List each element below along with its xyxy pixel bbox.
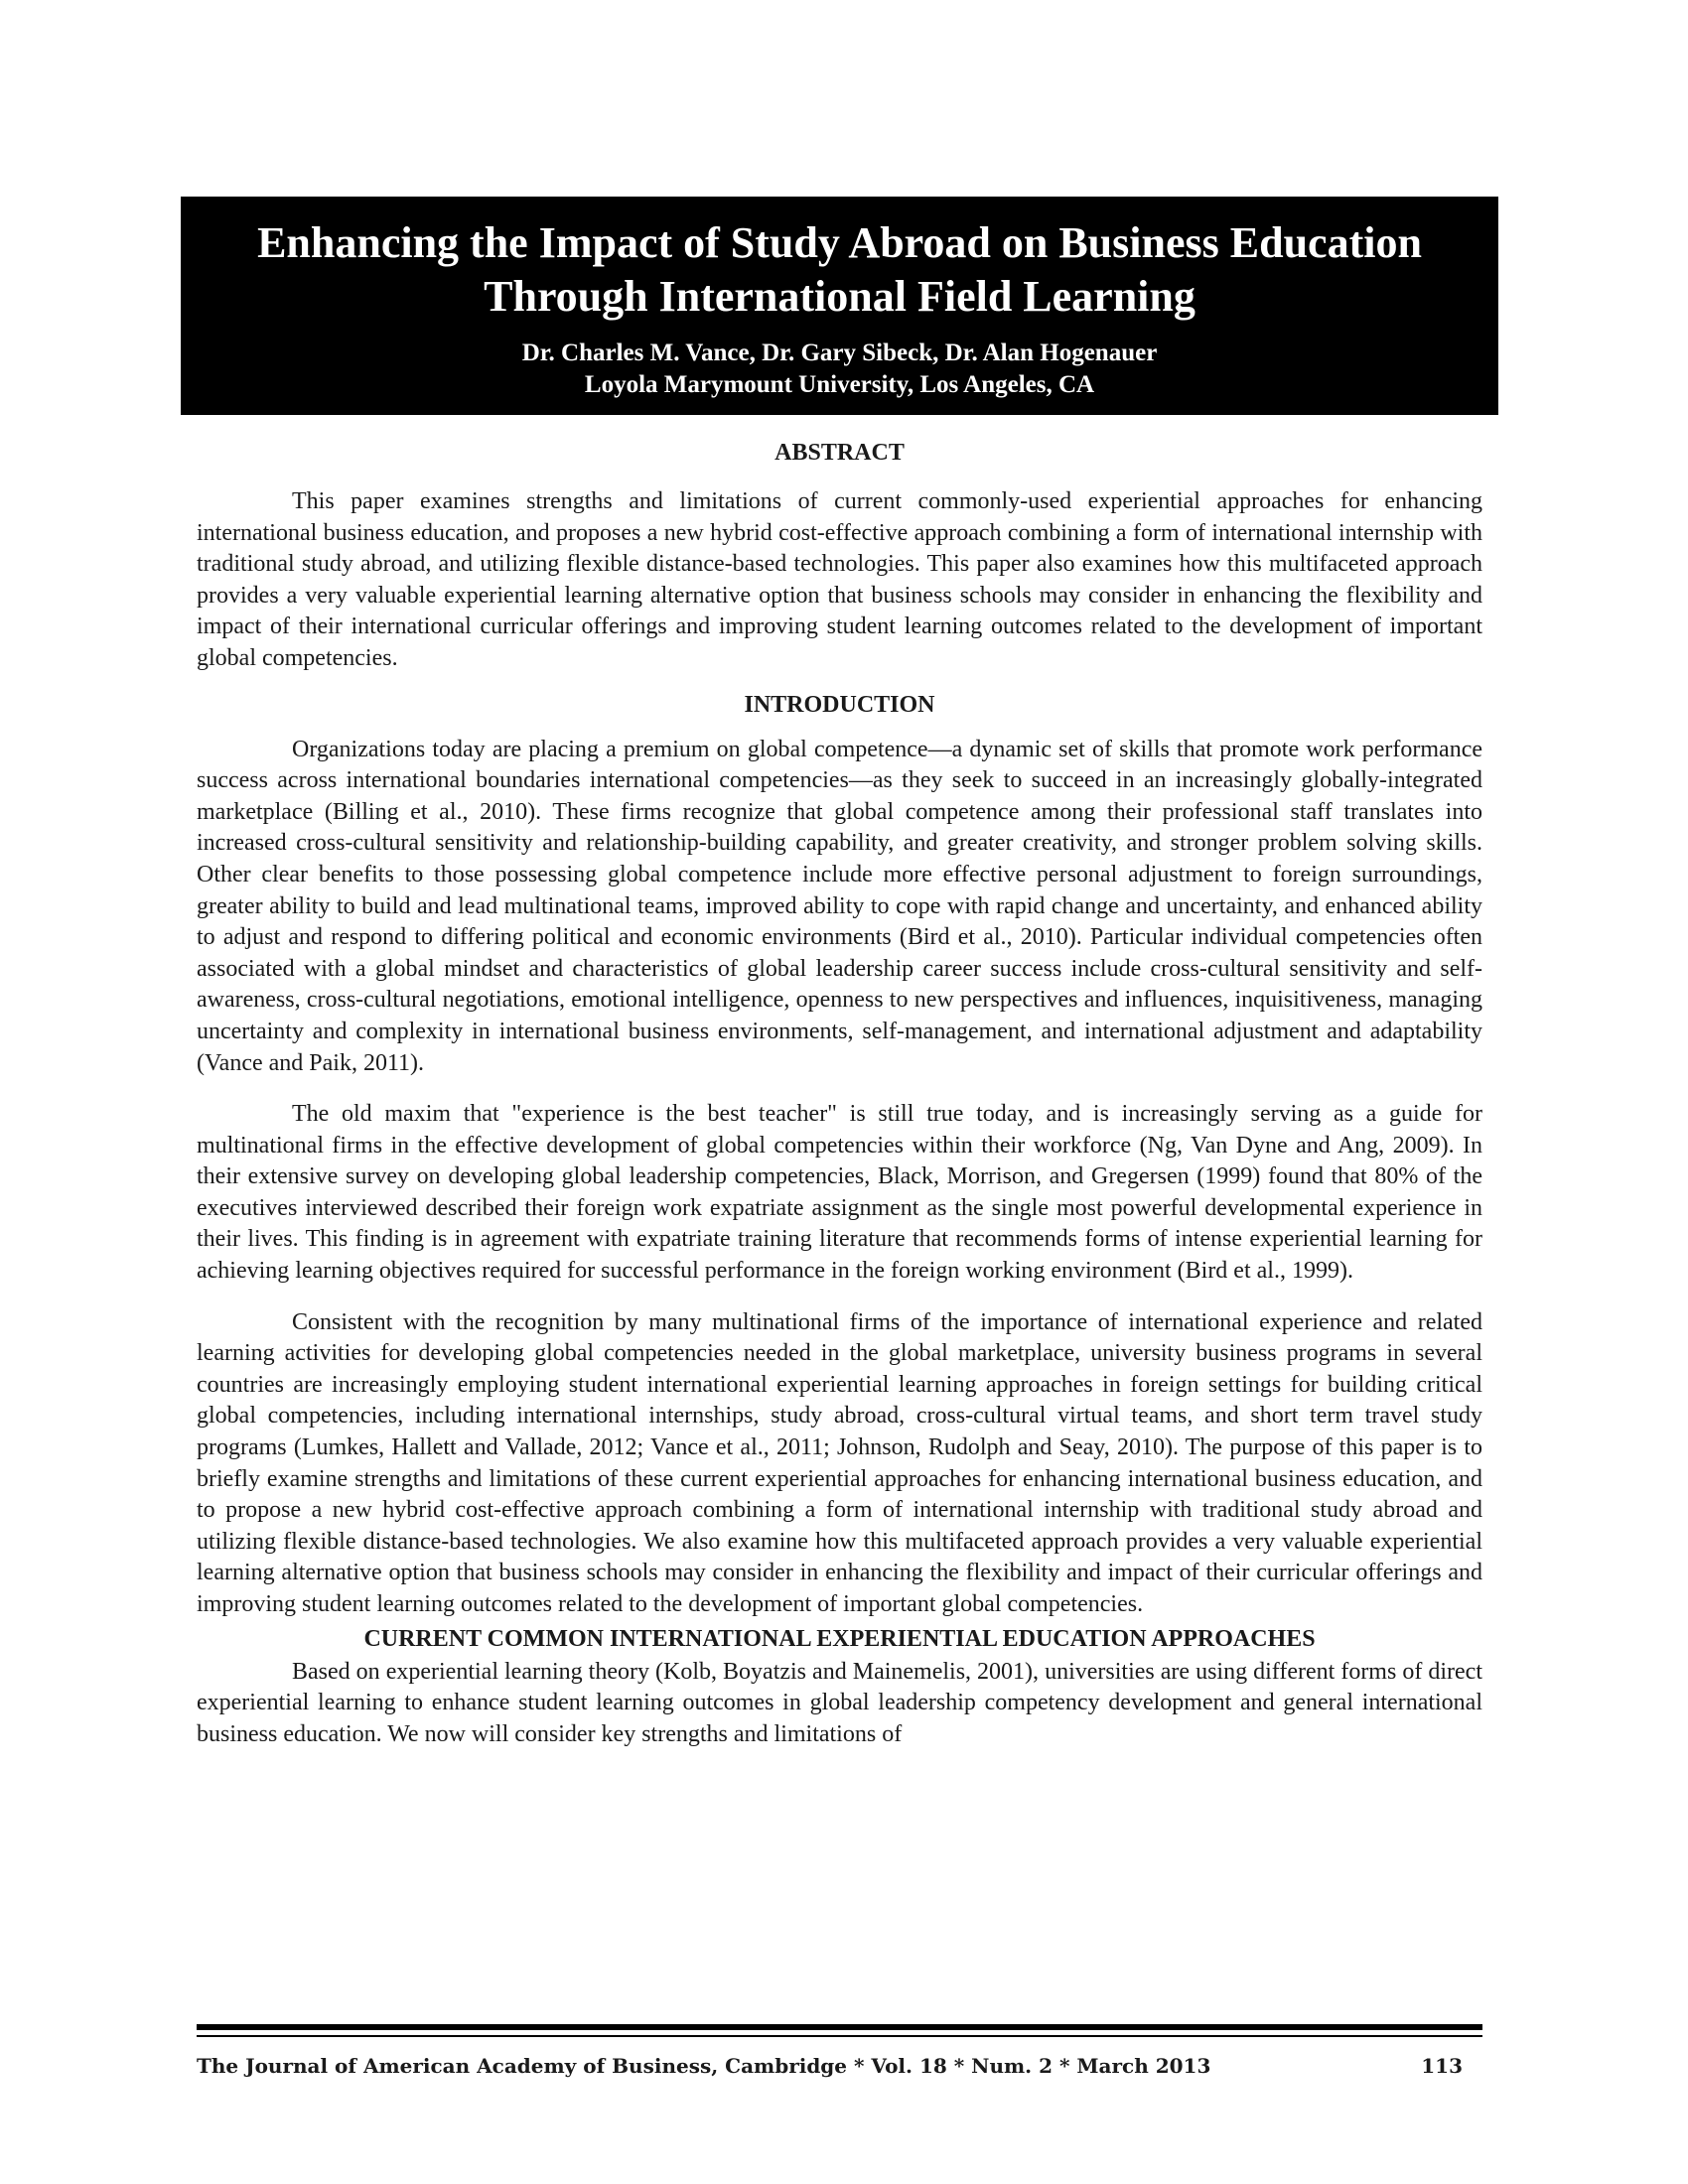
title-line-1: Enhancing the Impact of Study Abroad on Business Education (257, 218, 1422, 267)
abstract-heading: ABSTRACT (774, 440, 905, 466)
journal-citation: The Journal of American Academy of Business, Cambridge * Vol. 18 * Num. 2 * March 2013 (197, 2054, 1211, 2078)
page-number: 113 (1421, 2054, 1463, 2078)
current-approaches-paragraph: Based on experiential learning theory (Kolb, Boyatzis and Mainemelis, 2001), universities are using different forms of direct experiential learning to enhance student learning outcomes in global leadership competency development and general international business education. We now will consider key strengths and limitations of (197, 1658, 1482, 1747)
authors: Dr. Charles M. Vance, Dr. Gary Sibeck, Dr. Alan Hogenauer (521, 340, 1158, 366)
abstract-text: This paper examines strengths and limitations of current commonly-used experiential approaches for enhancing international business education, and proposes a new hybrid cost-effective approach combining a form of international internship with traditional study abroad, and utilizing flexible distance-based technologies. This paper also examines how this multifaceted approach provides a very valuable experiential learning alternative option that business schools may consider in enhancing the flexibility and impact of their international curricular offerings and improving student learning outcomes related to the development of important global competencies. (197, 488, 1482, 671)
page-footer (197, 2049, 1482, 2083)
introduction-paragraph-2: The old maxim that "experience is the best teacher" is still true today, and is increasingly serving as a guide for multinational firms in the effective development of global competencies within their workforce (Ng, Van Dyne and Ang, 2009). In their extensive survey on developing global leadership competencies, Black, Morrison, and Gregersen (1999) found that 80% of the executives interviewed described their foreign work expatriate assignment as the single most powerful developmental experience in their lives. This finding is in agreement with expatriate training literature that recommends forms of intense experiential learning for achieving learning objectives required for successful performance in the foreign working environment (Bird et al., 1999). (197, 1101, 1482, 1285)
footer-rule-thick (197, 2024, 1482, 2030)
title-line-2: Through International Field Learning (484, 272, 1196, 321)
introduction-heading: INTRODUCTION (744, 691, 935, 718)
current-approaches-heading: CURRENT COMMON INTERNATIONAL EXPERIENTIAL EDUCATION APPROACHES (363, 1625, 1316, 1652)
introduction-paragraph-1: Organizations today are placing a premium on global competence—a dynamic set of skills that promote work performance success across international boundaries international competencies—as they seek to succeed in an increasingly globally-integrated marketplace (Billing et al., 2010). These firms recognize that global competence among their professional staff translates into increased cross-cultural sensitivity and relationship-building capability, and greater creativity, and stronger problem solving skills. Other clear benefits to those possessing global competence include more effective personal adjustment to foreign surroundings, greater ability to build and lead multinational teams, improved ability to cope with rapid change and uncertainty, and enhanced ability to adjust and respond to differing political and economic environments (Bird et al., 2010). Particular individual competencies often associated with a global mindset and characteristics of global leadership career success include cross-cultural sensitivity and self-awareness, cross-cultural negotiations, emotional intelligence, openness to new perspectives and influences, inquisitiveness, managing uncertainty and complexity in international business environments, self-management, and international adjustment and adaptability (Vance and Paik, 2011). (197, 736, 1482, 1076)
title-block (181, 197, 1498, 415)
footer-rule-thin (197, 2035, 1482, 2037)
affiliation: Loyola Marymount University, Los Angeles, CA (584, 371, 1095, 398)
body-content (197, 433, 1482, 1750)
introduction-paragraph-3: Consistent with the recognition by many multinational firms of the importance of international experience and related learning activities for developing global competencies needed in the global marketplace, university business programs in several countries are increasingly employing student international experiential learning approaches in foreign settings for building critical global competencies, including international internships, study abroad, cross-cultural virtual teams, and short term travel study programs (Lumkes, Hallett and Vallade, 2012; Vance et al., 2011; Johnson, Rudolph and Seay, 2010). The purpose of this paper is to briefly examine strengths and limitations of these current experiential approaches for enhancing international business education, and to propose a new hybrid cost-effective approach combining a form of international internship with traditional study abroad and utilizing flexible distance-based technologies. We also examine how this multifaceted approach provides a very valuable experiential learning alternative option that business schools may consider in enhancing the flexibility and impact of their curricular offerings and improving student learning outcomes related to the development of important global competencies. (197, 1308, 1482, 1617)
